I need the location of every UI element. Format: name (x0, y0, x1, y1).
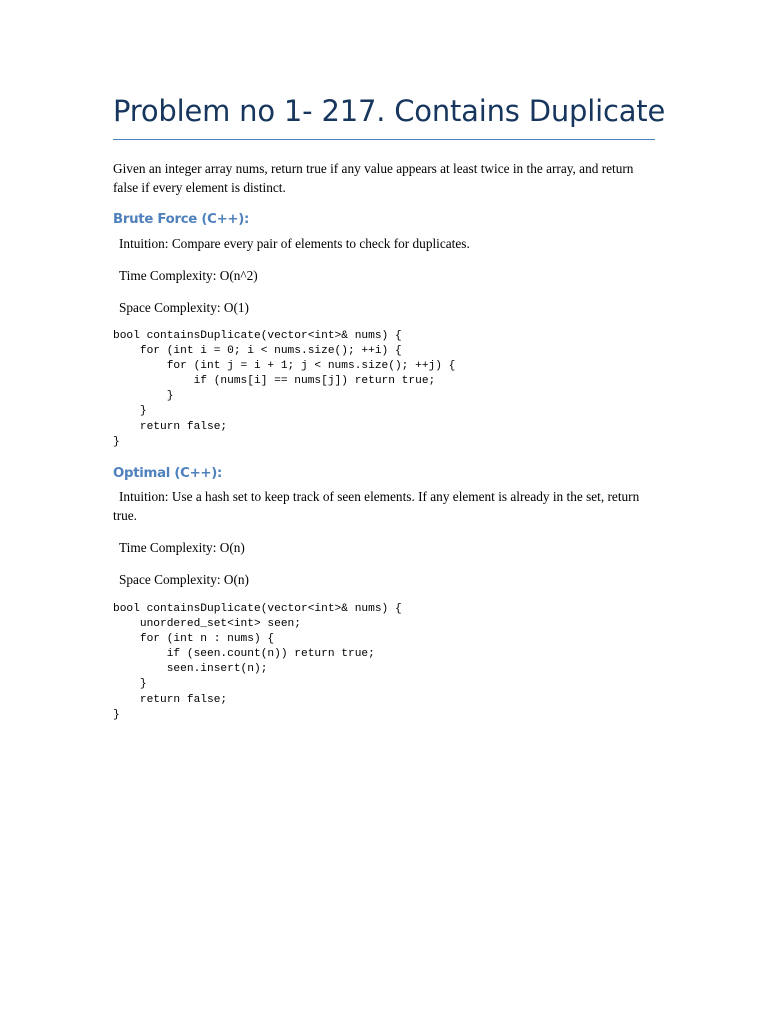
title-underline (113, 139, 655, 140)
brute-force-time-complexity: Time Complexity: O(n^2) (119, 268, 258, 283)
optimal-time-complexity: Time Complexity: O(n) (119, 540, 245, 555)
optimal-space-complexity: Space Complexity: O(n) (119, 572, 249, 587)
optimal-intuition: Intuition: Use a hash set to keep track of seen elements. If any element is already in the set, return true. (113, 489, 640, 523)
document-title: Problem no 1- 217. Contains Duplicate (113, 94, 666, 128)
optimal-code-block: bool containsDuplicate(vector<int>& nums) { unordered_set<int> seen; for (int n : nums) { if (seen.count(n)) return true; seen.insert(n); } return false; } (113, 603, 402, 721)
brute-force-intuition: Intuition: Compare every pair of elements to check for duplicates. (119, 236, 470, 251)
section-heading-optimal: Optimal (C++): (113, 466, 223, 481)
brute-force-code-block: bool containsDuplicate(vector<int>& nums) { for (int i = 0; i < nums.size(); ++i) { for (int j = i + 1; j < nums.size(); ++j) { if (nums[i] == nums[j]) return true; } } return false; } (113, 330, 456, 448)
brute-force-space-complexity: Space Complexity: O(1) (119, 300, 249, 315)
problem-description: Given an integer array nums, return true if any value appears at least twice in the array, and return false if every element is distinct. (113, 161, 634, 195)
section-heading-brute-force: Brute Force (C++): (113, 212, 250, 227)
